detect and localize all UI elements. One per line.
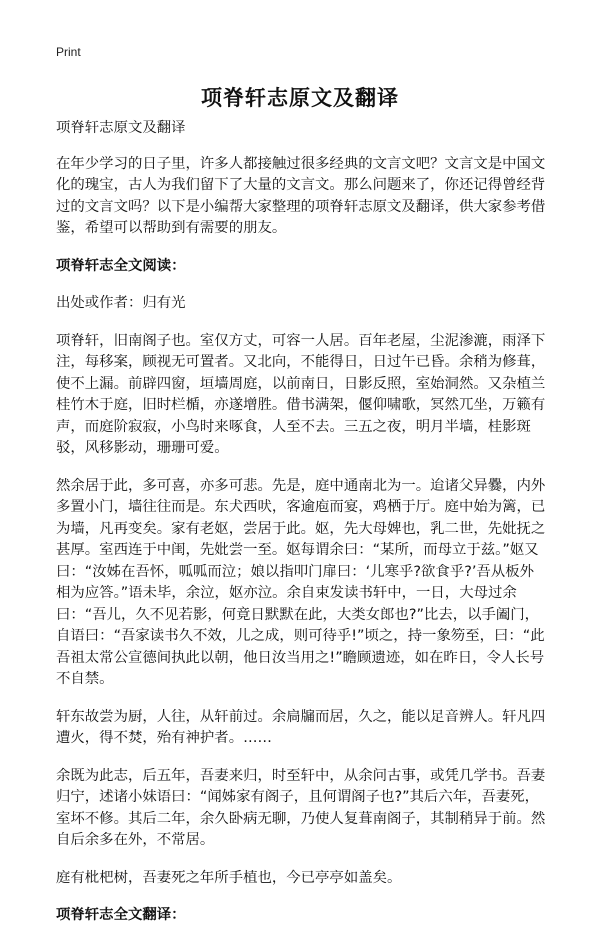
text-paragraph-5: 庭有枇杷树，吾妻死之年所手植也，今已亭亭如盖矣。 [56,869,402,886]
document-subtitle: 项脊轩志原文及翻译 [56,120,186,136]
source-line: 出处或作者：归有光 [56,295,186,311]
section-heading-translation: 项脊轩志全文翻译： [56,907,186,923]
text-paragraph-3: 轩东故尝为厨，人往，从轩前过。余扃牖而居，久之，能以足音辨人。轩凡四遭火，得不焚，殆有神护者。…… [56,708,546,746]
text-paragraph-2: 然余居于此，多可喜，亦多可悲。先是，庭中通南北为一。迨诸父异爨，内外多置小门，墙往往而是。东犬西吠，客逾庖而宴，鸡栖于厅。庭中始为篱，已为墙，凡再变矣。家有老妪，尝居于此。妪，先大母婢也，乳二世，先妣抚之甚厚。室西连于中闺，先妣尝一至。妪每谓余曰：“某所，而母立于兹。”妪又曰：“汝姊在吾怀，呱呱而泣；娘以指叩门扉曰：‘儿寒乎?欲食乎?’吾从板外相为应答。”语未毕，余泣，妪亦泣。余自束发读书轩中，一日，大母过余曰：“吾儿，久不见若影，何竟日默默在此，大类女郎也?”比去，以手阖门，自语曰：“吾家读书久不效，儿之成，则可待乎!”顷之，持一象笏至，曰：“此吾祖太常公宣德间执此以朝，他日汝当用之!”瞻顾遗迹，如在昨日，令人长号不自禁。 [56,477,546,687]
print-link[interactable]: Print [56,45,81,59]
document-body [56,118,548,943]
text-paragraph-4: 余既为此志，后五年，吾妻来归，时至轩中，从余问古事，或凭几学书。吾妻归宁，述诸小妹语曰：“闻姊家有阁子，且何谓阁子也?”其后六年，吾妻死，室坏不修。其后二年，余久卧病无聊，乃使人复葺南阁子，其制稍异于前。然自后余多在外，不常居。 [56,767,546,848]
text-paragraph-1: 项脊轩，旧南阁子也。室仅方丈，可容一人居。百年老屋，尘泥渗漉，雨泽下注，每移案，顾视无可置者。又北向，不能得日，日过午已昏。余稍为修葺，使不上漏。前辟四窗，垣墙周庭，以前南日，日影反照，室始洞然。又杂植兰桂竹木于庭，旧时栏楯，亦遂增胜。借书满架，偃仰啸歌，冥然兀坐，万籁有声，而庭阶寂寂，小鸟时来啄食，人至不去。三五之夜，明月半墙，桂影斑驳，风移影动，珊珊可爱。 [56,332,546,456]
section-heading-full-text: 项脊轩志全文阅读： [56,257,186,274]
intro-paragraph: 在年少学习的日子里，许多人都接触过很多经典的文言文吧？文言文是中国文化的瑰宝，古人为我们留下了大量的文言文。那么问题来了，你还记得曾经背过的文言文吗？以下是小编帮大家整理的项脊轩志原文及翻译，供大家参考借鉴，希望可以帮助到有需要的朋友。 [56,155,546,236]
document-title: 项脊轩志原文及翻译 [201,86,399,110]
